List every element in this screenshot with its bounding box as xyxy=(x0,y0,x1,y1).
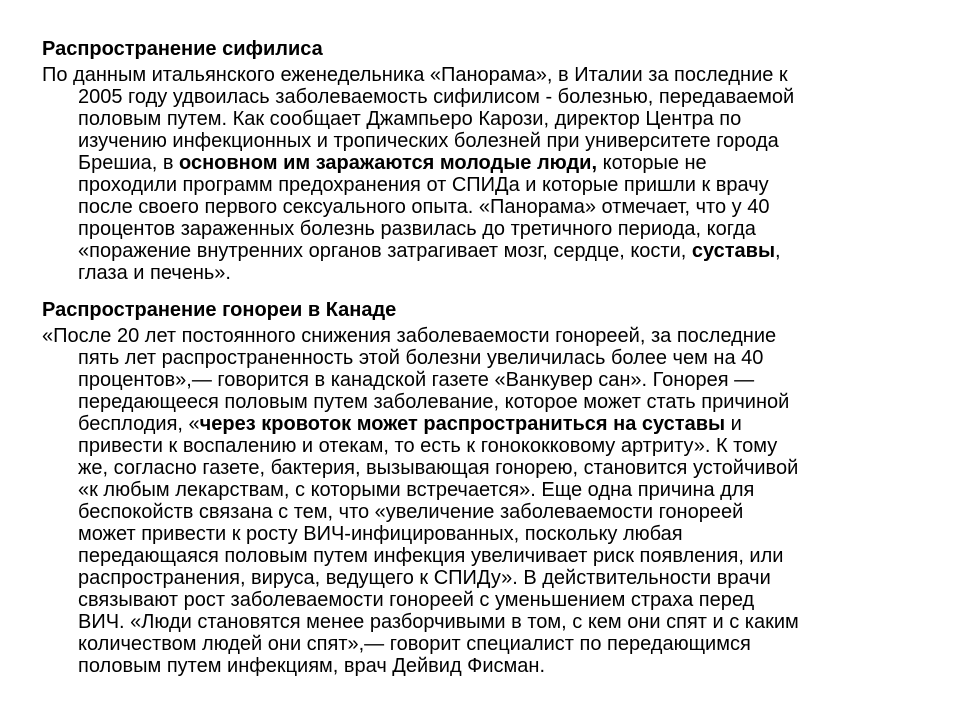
text-line: связывают рост заболеваемости гонореей с уменьшением страха перед xyxy=(78,589,755,611)
text-line: бесплодия, «через кровоток может распространиться на суставы и xyxy=(78,413,742,435)
text-line: 2005 году удвоилась заболеваемость сифилисом - болезнью, передаваемой xyxy=(78,86,795,108)
text-line: распространения, вируса, ведущего к СПИДу». В действительности врачи xyxy=(78,567,771,589)
text-line: Брешиа, в основном им заражаются молодые люди, которые не xyxy=(78,152,707,174)
text-line: беспокойств связана с тем, что «увеличение заболеваемости гонореей xyxy=(78,501,744,523)
text-line: передающаяся половым путем инфекция увеличивает риск появления, или xyxy=(78,545,784,567)
text-line: половым путем. Как сообщает Джампьеро Карози, директор Центра по xyxy=(78,108,742,130)
paragraph-gonorrhea xyxy=(42,325,799,677)
text-line: после своего первого сексуального опыта. «Панорама» отмечает, что у 40 xyxy=(78,196,770,218)
text-line: количеством людей они спят»,— говорит специалист по передающимся xyxy=(78,633,751,655)
text-line: привести к воспалению и отекам, то есть к гонококковому артриту». К тому xyxy=(78,435,778,457)
text-line: глаза и печень». xyxy=(78,262,231,284)
text-line: По данным итальянского еженедельника «Панорама», в Италии за последние к xyxy=(42,64,788,86)
text-line: же, согласно газете, бактерия, вызывающая гонорею, становится устойчивой xyxy=(78,457,799,479)
text-line: пять лет распространенность этой болезни увеличилась более чем на 40 xyxy=(78,347,764,369)
text-line: «поражение внутренних органов затрагивает мозг, сердце, кости, суставы, xyxy=(78,240,781,262)
emphasis-text: суставы xyxy=(691,240,776,262)
text-line: изучению инфекционных и тропических болезней при университете города xyxy=(78,130,779,152)
text-line: половым путем инфекциям, врач Дейвид Фисман. xyxy=(78,655,546,677)
text-line: передающееся половым путем заболевание, которое может стать причиной xyxy=(78,391,790,413)
heading-syphilis: Распространение сифилиса xyxy=(42,38,323,60)
text-line: процентов зараженных болезнь развилась до третичного периода, когда xyxy=(78,218,756,240)
emphasis-text: основном им заражаются молодые люди, xyxy=(179,152,598,174)
text-line: ВИЧ. «Люди становятся менее разборчивыми в том, с кем они спят и с каким xyxy=(78,611,799,633)
text-line: процентов»,— говорится в канадской газете «Ванкувер сан». Гонорея — xyxy=(78,369,755,391)
heading-gonorrhea: Распространение гонореи в Канаде xyxy=(42,299,397,321)
text-line: может привести к росту ВИЧ-инфицированных, поскольку любая xyxy=(78,523,683,545)
paragraph-syphilis xyxy=(42,64,794,284)
text-line: проходили программ предохранения от СПИДа и которые пришли к врачу xyxy=(78,174,769,196)
text-line: «к любым лекарствам, с которыми встречается». Еще одна причина для xyxy=(78,479,755,501)
emphasis-text: через кровоток может распространиться на суставы xyxy=(199,413,726,435)
text-line: «После 20 лет постоянного снижения заболеваемости гонореей, за последние xyxy=(42,325,777,347)
